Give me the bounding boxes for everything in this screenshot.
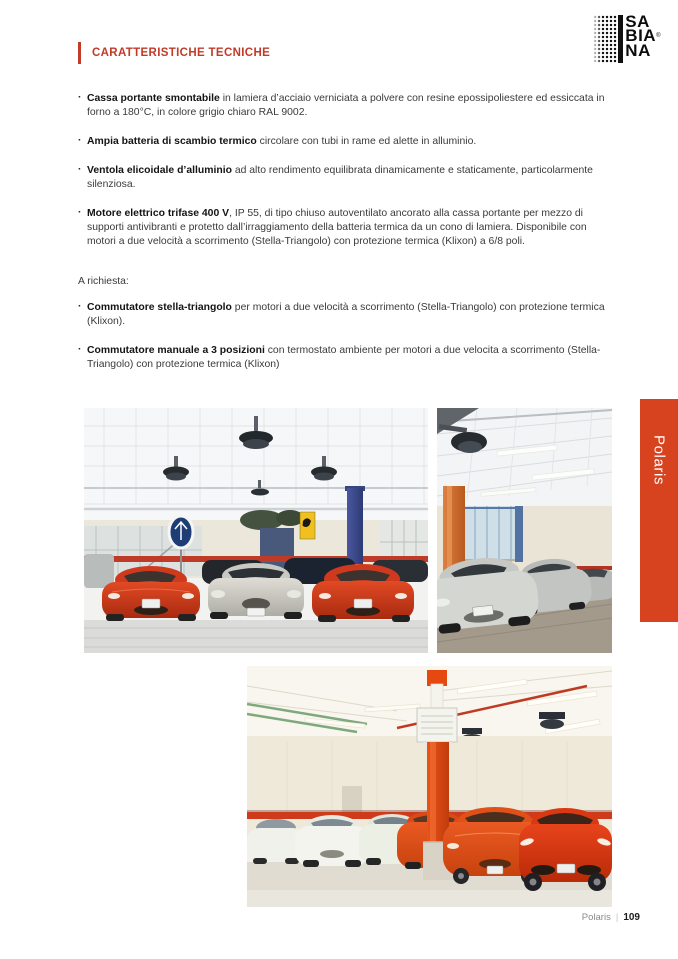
logo-line-2: BIA [625, 25, 657, 45]
logo-line-1: SA [625, 12, 650, 31]
footer-product-name: Polaris [581, 912, 611, 923]
section-title: CARATTERISTICHE TECNICHE [78, 42, 270, 64]
bullet-item-ventola: · Ventola elicoidale d’alluminio ad alto rendimento equilibrata dinamicamente e staticamente, particolarmente silenziosa. [78, 164, 612, 192]
sabiana-logo [593, 12, 661, 63]
red-ferrari [519, 808, 612, 891]
showroom-floor [84, 620, 428, 653]
bullet-item-batteria: · Ampia batteria di scambio termico circolare con tubi in rame ed alette in alluminio. [78, 135, 612, 149]
logo-bar [618, 15, 623, 63]
logo-line-3: NA [625, 40, 651, 60]
bullet-item-commutatore-stella: · Commutatore stella-triangolo per motori a due velocità a scorrimento (Stella-Triangolo) con protezione termica (Klixon). [78, 301, 612, 329]
on-request-note: A richiesta: [78, 276, 129, 287]
photo-showroom-side [437, 408, 612, 653]
bullet-item-commutatore-manuale: · Commutatore manuale a 3 posizioni con termostato ambiente per motori a due velocita a scorrimento (Stella-Triangolo) con protezione termica (Klixon) [78, 344, 612, 372]
page-number: 109 [623, 912, 640, 923]
hvac-unit [417, 708, 457, 742]
footer-separator: | [615, 912, 619, 923]
ferrari-banner [300, 512, 315, 539]
series-side-tab [640, 399, 678, 622]
logo-wordmark [625, 12, 661, 63]
side-tab-label: Polaris [650, 435, 668, 486]
technical-text [78, 92, 612, 387]
bullet-item-motore: · Motore elettrico trifase 400 V, IP 55, di tipo chiuso autoventilato ancorato alla cassa portante per mezzo di supporti antivibranti e protetto dall’irraggiamento della batteria termica da un cono di lamiera. Disponibile con motori a due velocità a scorrimento (Stella-Triangolo) con protezione termica (Klixon) a 6/8 poli. [78, 207, 612, 249]
halftone-pattern [593, 15, 617, 63]
blue-pillar [345, 486, 365, 564]
photo-showroom-front [84, 408, 428, 653]
registered-mark: ® [656, 32, 661, 39]
photo-garage-cars [247, 666, 612, 907]
page-footer [582, 912, 640, 923]
bullet-item-cassa: · Cassa portante smontabile in lamiera d’acciaio verniciata a polvere con resine epossipoliestere ed essiccata in forno a 180°C, in colore grigio chiaro RAL 9002. [78, 92, 612, 120]
